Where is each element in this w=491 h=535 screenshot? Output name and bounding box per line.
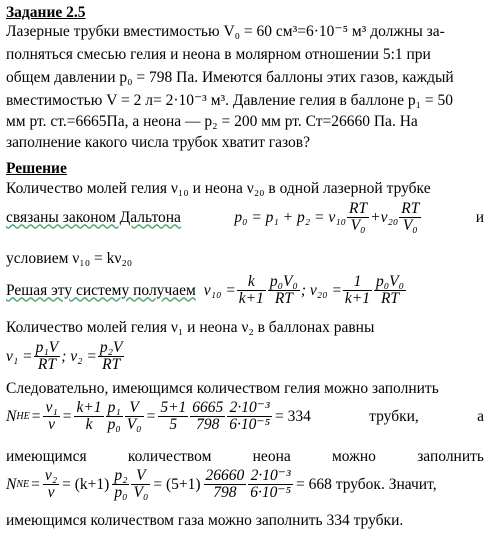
- dalton-label: связаны законом Дальтона: [6, 208, 181, 226]
- system-label: Решая эту систему получаем: [6, 281, 196, 299]
- system-solution-row: [6, 274, 407, 307]
- formula-text: p₀ = p₁ + p₂ = ν₁₀: [234, 208, 347, 226]
- formula-text: ; ν₂₀ =: [300, 281, 342, 299]
- problem-line-5: мм рт. ст.=6665Па, а неона — p₂ = 200 мм рт. Ст=26660 Па. На: [6, 113, 418, 130]
- formula-text: ; ν₂ =: [61, 347, 97, 365]
- formula-text: = 668 трубок. Значит,: [295, 475, 437, 493]
- formula-text: =: [31, 475, 40, 493]
- dalton-law-row: [6, 201, 484, 234]
- solution-line-9: [6, 448, 484, 466]
- fraction: $\frac{\text{2·10⁻³}}{\text{6·10⁻⁵}}$: [250, 467, 291, 501]
- subscript: HE: [16, 411, 30, 422]
- word: имеющимся: [6, 448, 87, 465]
- fraction: $\frac{26660}{798}$: [205, 467, 245, 501]
- solution-line-7: Следовательно, имеющимся количеством гелия можно заполнить: [6, 380, 439, 397]
- fraction: $\frac{k}{k+1}$: [238, 273, 264, 307]
- fraction: $\frac{6665}{798}$: [192, 399, 224, 433]
- fraction: $\frac{\text{p₀V₀}}{RT}$: [269, 273, 298, 307]
- formula-text: = (5+1): [153, 475, 201, 493]
- fraction: $\frac{RT}{\text{V₀}}$: [401, 200, 420, 234]
- formula-text: N: [6, 407, 17, 425]
- fraction: $\frac{\text{p₂V}}{RT}$: [99, 339, 123, 373]
- formula-text: а: [477, 407, 484, 425]
- word: неона: [252, 448, 291, 465]
- fraction: $\frac{k+1}{k}$: [76, 399, 102, 433]
- problem-line-1: Лазерные трубки вместимостью V₀ = 60 см³=6·10⁻⁵ м³ должны за-: [6, 23, 445, 40]
- helium-tubes-row: [6, 400, 484, 433]
- subscript: NE: [16, 479, 30, 490]
- formula-text: =: [62, 407, 72, 425]
- fraction: $\frac{\text{p₀V₀}}{RT}$: [376, 273, 405, 307]
- fraction: $\frac{RT}{\text{V₀}}$: [349, 200, 368, 234]
- formula-text: =: [146, 407, 156, 425]
- solution-line-11: имеющимся количеством газа можно заполнить 334 трубки.: [6, 512, 404, 529]
- conjunction: и: [475, 208, 484, 226]
- fraction: $\frac{V}{\text{V₀}}$: [133, 467, 149, 501]
- formula-text: ν₁₀ =: [203, 281, 236, 299]
- word: можно: [332, 448, 376, 465]
- solution-line-3: условием ν₁₀ = kν₂₀: [6, 250, 133, 267]
- word: заполнить: [417, 448, 484, 465]
- problem-line-2: полняться смесью гелия и неона в молярном отношении 5:1 при: [6, 46, 431, 63]
- fraction: $\frac{\text{2·10⁻³}}{\text{6·10⁻⁵}}$: [229, 399, 270, 433]
- dalton-formula: [234, 201, 422, 234]
- solution-heading: Решение: [6, 160, 67, 177]
- fraction: $\frac{\text{ν₁}}{\nu}$: [45, 399, 58, 433]
- formula-text: N: [6, 475, 17, 493]
- problem-line-4: вместимостью V = 2 л= 2·10⁻³ м³. Давление гелия в баллоне p₁ = 50: [6, 92, 454, 109]
- fraction: $\frac{\text{p₁V}}{RT}$: [35, 339, 59, 373]
- problem-line-6: заполнение какого числа трубок хватит газов?: [6, 134, 310, 151]
- formula-text: =: [31, 407, 41, 425]
- fraction: $\frac{\text{ν₂}}{\nu}$: [44, 467, 58, 501]
- formula-text: +ν₂₀: [370, 208, 399, 226]
- fraction: $\frac{V}{\text{V₀}}$: [126, 399, 142, 433]
- formula-text: трубки,: [369, 407, 419, 425]
- word: количеством: [127, 448, 212, 465]
- fraction: $\frac{\text{p₁}}{\text{p₀}}$: [107, 399, 121, 433]
- solution-line-1: Количество молей гелия ν₁₀ и неона ν₂₀ в одной лазерной трубке: [6, 180, 431, 197]
- fraction: $\frac{\text{p₂}}{\text{p₀}}$: [114, 467, 128, 501]
- page-title: Задание 2.5: [6, 4, 86, 21]
- fraction: $\frac{1}{k+1}$: [344, 273, 371, 307]
- moles-in-cylinders-row: [6, 340, 125, 373]
- neon-tubes-row: [6, 468, 437, 501]
- formula-text: = (k+1): [62, 475, 110, 493]
- solution-line-5: Количество молей гелия ν₁ и неона ν₂ в баллонах равны: [6, 319, 375, 336]
- problem-line-3: общем давлении p₀ = 798 Па. Имеются баллоны этих газов, каждый: [6, 69, 454, 86]
- formula-text: ν₁ =: [6, 347, 33, 365]
- formula-text: = 334: [274, 407, 311, 425]
- fraction: $\frac{5+1}{5}$: [160, 399, 187, 433]
